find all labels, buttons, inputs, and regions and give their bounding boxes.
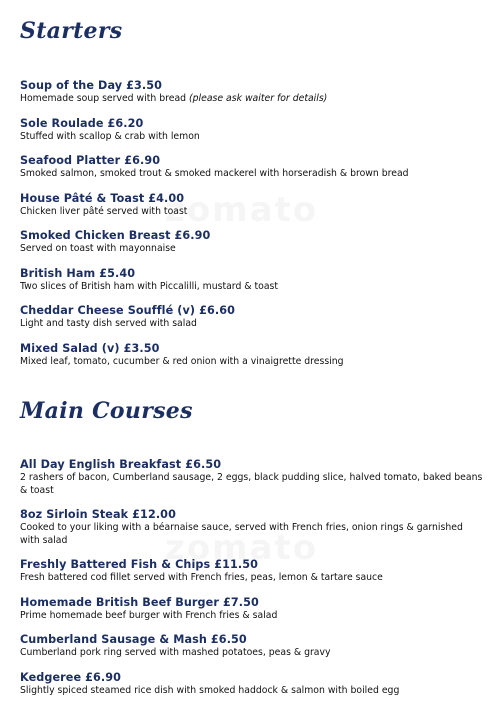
item-description-text: Homemade soup served with bread [20, 93, 187, 104]
main-courses-list [20, 458, 485, 708]
menu-item [20, 596, 485, 623]
item-name: Freshly Battered Fish & Chips £11.50 [20, 558, 259, 571]
item-name: Kedgeree £6.90 [20, 670, 122, 684]
item-description: Cumberland pork ring served with mashed potatoes, peas & gravy [20, 647, 331, 658]
item-name: Soup of the Day £3.50 [20, 79, 163, 92]
menu-item [20, 508, 485, 547]
starters-list [20, 79, 485, 379]
item-name: 8oz Sirloin Steak £12.00 [20, 508, 176, 521]
menu-item [20, 558, 485, 585]
menu-item [20, 79, 485, 106]
menu-item [20, 671, 485, 698]
item-name: Homemade British Beef Burger £7.50 [20, 595, 259, 609]
item-description: Light and tasty dish served with salad [20, 318, 197, 329]
item-description: 2 rashers of bacon, Cumberland sausage, 2 eggs, black pudding slice, halved tomato, baked beans & toast [20, 472, 483, 496]
item-description: Two slices of British ham with Piccalilli, mustard & toast [20, 280, 279, 292]
menu-item [20, 342, 485, 369]
menu-item [20, 117, 485, 144]
item-name: House Pâté & Toast £4.00 [20, 191, 185, 205]
item-description [20, 93, 485, 106]
menu-item [20, 633, 485, 660]
item-description: Slightly spiced steamed rice dish with smoked haddock & salmon with boiled egg [20, 684, 400, 696]
item-name: British Ham £5.40 [20, 266, 136, 280]
menu-item [20, 458, 485, 497]
item-name: Cheddar Cheese Soufflé (v) £6.60 [20, 304, 235, 317]
item-description: Stuffed with scallop & crab with lemon [20, 130, 200, 142]
item-name: Cumberland Sausage & Mash £6.50 [20, 633, 247, 646]
menu-item [20, 304, 485, 331]
menu-item [20, 229, 485, 256]
item-description: Served on toast with mayonnaise [20, 243, 176, 254]
starters-heading: Starters [20, 18, 123, 44]
menu-item [20, 154, 485, 181]
item-description: Fresh battered cod fillet served with French fries, peas, lemon & tartare sauce [20, 572, 383, 583]
item-description: Cooked to your liking with a béarnaise sauce, served with French fries, onion rings & garnished with salad [20, 522, 463, 546]
item-name: Seafood Platter £6.90 [20, 154, 161, 167]
item-description: Smoked salmon, smoked trout & smoked mackerel with horseradish & brown bread [20, 168, 409, 179]
menu-item [20, 192, 485, 219]
menu-item [20, 267, 485, 294]
item-name: Sole Roulade £6.20 [20, 116, 144, 130]
item-name: All Day English Breakfast £6.50 [20, 458, 222, 471]
item-description: Prime homemade beef burger with French fries & salad [20, 609, 278, 621]
main-courses-heading: Main Courses [20, 398, 193, 424]
item-description: Chicken liver pâté served with toast [20, 205, 188, 217]
item-name: Mixed Salad (v) £3.50 [20, 341, 160, 355]
item-note: (please ask waiter for details) [189, 93, 328, 104]
item-description: Mixed leaf, tomato, cucumber & red onion with a vinaigrette dressing [20, 355, 344, 367]
item-name: Smoked Chicken Breast £6.90 [20, 229, 211, 242]
